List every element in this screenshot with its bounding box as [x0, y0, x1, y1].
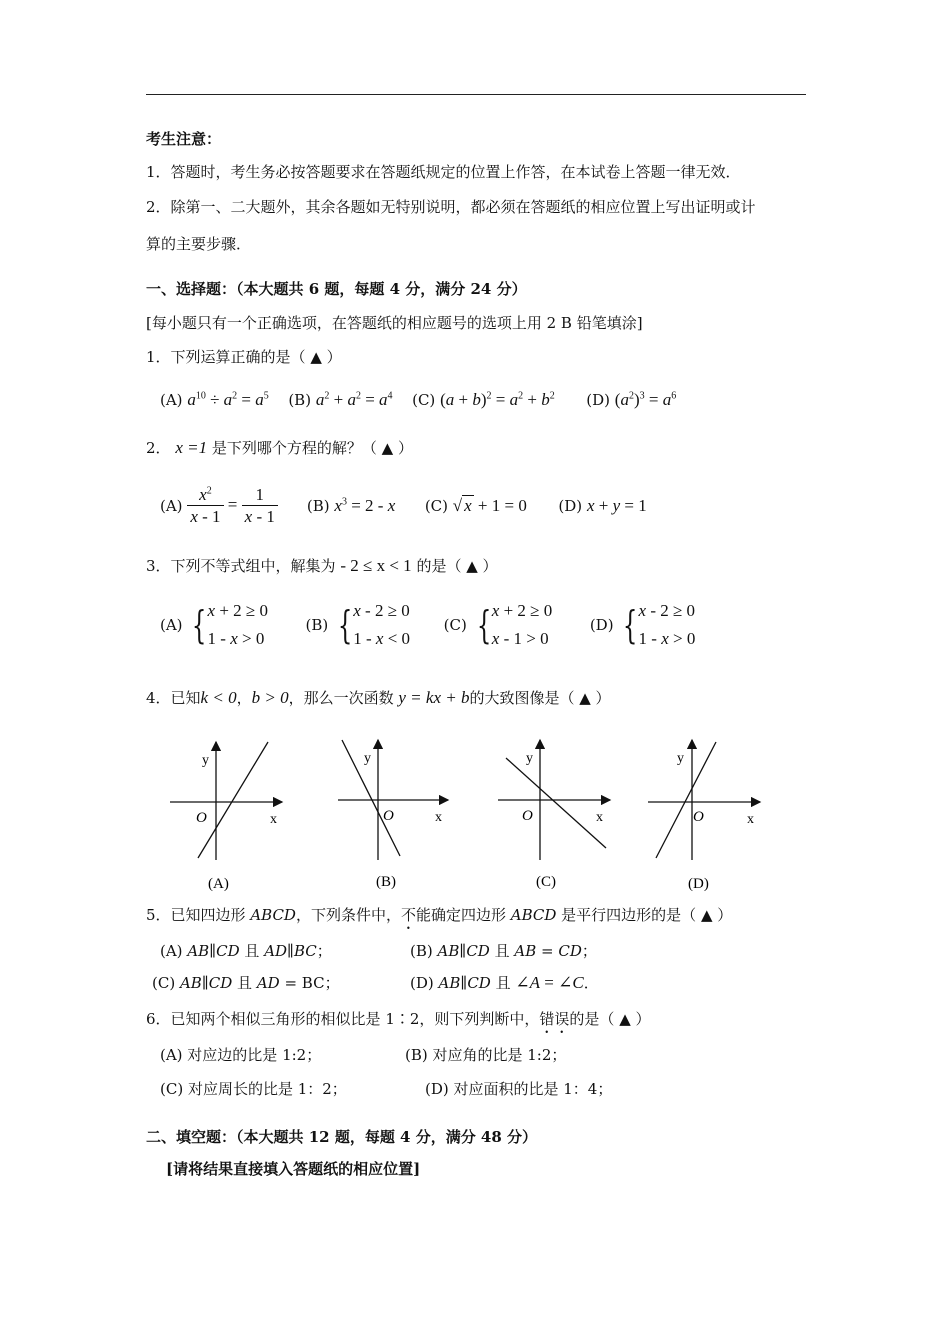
q3-option-d-expr: x - 2 ≥ 0 1 - x > 0	[638, 601, 696, 649]
graph-b-line	[342, 740, 400, 856]
q1-option-d-label: (D)	[586, 391, 610, 409]
q3-option-c-label: (C)	[443, 616, 467, 635]
graph-a	[170, 742, 282, 892]
q1-option-a-label: (A)	[160, 391, 183, 409]
q5-option-b-expr: AB∥CD 且 AB = CD；	[437, 942, 597, 960]
q1-option-b-expr: $a^2 + a^2 = a^4$	[315, 390, 393, 409]
q4-comma: ，	[236, 689, 252, 707]
q3-option-a-label: (A)	[160, 616, 183, 635]
q5-abcd-1: ABCD	[250, 906, 296, 924]
q2-option-c-expr: √ x + 1 = 0	[452, 495, 527, 515]
q5-option-b-label: (B)	[410, 942, 433, 960]
graph-b-y-label: y	[364, 751, 371, 766]
q6-stem-post: 的是（ ▲ ）	[569, 1010, 651, 1028]
q6-stem-pre: 6．已知两个相似三角形的相似比是 1∶2，则下列判断中，	[146, 1010, 540, 1028]
q5-option-a	[160, 940, 332, 961]
q3-stem-post: 的是（ ▲ ）	[416, 557, 498, 575]
q2-number: 2．	[146, 439, 171, 457]
q5-stem-pre: 5．已知四边形	[146, 906, 251, 924]
section2-instruction: [请将结果直接填入答题纸的相应位置]	[166, 1160, 421, 1178]
graph-b-origin: O	[383, 808, 394, 824]
q4-k-cond: k < 0	[200, 688, 237, 707]
graph-a-label: (A)	[208, 876, 229, 892]
notice-title: 考生注意：	[146, 130, 222, 148]
q2-options	[160, 484, 647, 528]
graph-d-x-label: x	[747, 812, 754, 827]
q4-equation: y = kx + b	[398, 688, 470, 707]
q5-abcd-2: ABCD	[510, 906, 557, 924]
graph-a-x-label: x	[270, 812, 277, 827]
q2-stem-line	[146, 437, 413, 458]
q5-emphasis: 不	[400, 906, 416, 924]
section1-title: 一、选择题：（本大题共 6 题，每题 4 分，满分 24 分）	[146, 280, 527, 298]
q3-option-c-expr: x + 2 ≥ 0 x - 1 > 0	[491, 601, 553, 649]
q5-option-d-expr: AB∥CD 且 ∠A = ∠C．	[438, 973, 599, 992]
q2-option-d-expr: x + y = 1	[586, 495, 647, 515]
q1-stem: 1．下列运算正确的是（ ▲ ）	[146, 348, 342, 366]
q5-option-a-expr: AB∥CD 且 AD∥BC；	[187, 942, 332, 960]
graph-c-y-label: y	[526, 751, 533, 766]
header-rule	[146, 94, 806, 95]
q4-stem-mid: ，那么一次函数	[288, 689, 394, 707]
q5-stem-mid2: 能确定四边形	[415, 906, 511, 924]
q5-option-b	[410, 940, 597, 961]
q2-option-c-label: (C)	[424, 496, 448, 515]
q3-options: (A) {x + 2 ≥ 0 1 - x > 0 (B) {x - 2 ≥ 0 1 - x < 0 (C) {x + 2 ≥ 0 x - 1 > 0 (D) {x - 2 ≥ 0 1 - x > 0	[160, 597, 695, 653]
graph-b-x-label: x	[435, 810, 442, 825]
graph-c-label: (C)	[536, 874, 556, 890]
q5-option-d-label: (D)	[410, 974, 434, 992]
q6-option-c: (C) 对应周长的比是 1：2；	[160, 1080, 347, 1098]
q4-stem-post: 的大致图像是（ ▲ ）	[469, 689, 611, 707]
q1-options	[160, 390, 676, 410]
q3-option-b-expr: x - 2 ≥ 0 1 - x < 0	[353, 601, 411, 649]
q4-b-cond: b > 0	[251, 688, 289, 707]
q1-option-a-expr: $a^{10} \div a^2 = a^5$	[187, 390, 269, 409]
q1-option-c-label: (C)	[412, 391, 436, 409]
graph-d-origin: O	[693, 809, 704, 825]
q3-stem-line	[146, 555, 498, 576]
graph-a-origin: O	[196, 810, 207, 826]
graph-d-line	[656, 742, 716, 858]
q4-graphs	[150, 730, 790, 900]
graph-d-y-label: y	[677, 751, 684, 766]
graph-d-label: (D)	[688, 876, 709, 892]
q3-stem-math: - 2 ≤ x < 1	[340, 556, 412, 575]
graph-c-x-label: x	[596, 810, 603, 825]
notice-item-1: 1．答题时，考生务必按答题要求在答题纸规定的位置上作答，在本试卷上答题一律无效．	[146, 163, 741, 181]
q5-option-c-label: (C)	[152, 974, 176, 992]
q5-option-a-label: (A)	[160, 942, 183, 960]
q2-option-b-label: (B)	[306, 496, 330, 515]
q1-option-d-expr: $(a^2)^3 = a^6$	[614, 390, 677, 409]
q6-emphasis: 错误	[539, 1010, 570, 1028]
q2-stem-math: x =1	[175, 438, 208, 457]
q2-stem: 是下列哪个方程的解？（ ▲ ）	[211, 439, 413, 457]
q2-option-b-expr: $x^3 = 2 - x$	[334, 495, 396, 515]
q6-stem-line	[146, 1008, 651, 1037]
graph-b	[338, 740, 448, 890]
q5-stem-post: 是平行四边形的是（ ▲ ）	[556, 906, 733, 924]
q3-option-d-label: (D)	[589, 616, 614, 635]
q6-option-b: (B) 对应角的比是 1:2；	[405, 1046, 567, 1064]
q5-option-d	[410, 972, 599, 993]
graph-b-label: (B)	[376, 874, 396, 890]
section2-title: 二、填空题：（本大题共 12 题，每题 4 分，满分 48 分）	[146, 1128, 538, 1146]
q3-option-a-expr: x + 2 ≥ 0 1 - x > 0	[207, 601, 268, 649]
q3-option-b-label: (B)	[305, 616, 329, 635]
q5-option-c-expr: AB∥CD 且 AD = BC；	[179, 974, 340, 992]
q2-option-d-label: (D)	[558, 496, 583, 515]
q1-option-c-expr: $(a + b)^2 = a^2 + b^2$	[440, 390, 555, 409]
q6-option-a: (A) 对应边的比是 1:2；	[160, 1046, 322, 1064]
graph-d	[648, 740, 760, 892]
notice-item-2: 2．除第一、二大题外，其余各题如无特别说明，都必须在答题纸的相应位置上写出证明或计	[146, 198, 756, 216]
graph-c	[498, 740, 610, 890]
q1-option-b-label: (B)	[288, 391, 312, 409]
q6-option-d: (D) 对应面积的比是 1：4；	[425, 1080, 613, 1098]
q5-stem-mid: ，下列条件中，	[295, 906, 401, 924]
q5-option-c	[152, 972, 340, 993]
q2-option-a-label: (A)	[160, 496, 183, 515]
q2-option-a-expr: $\frac{x^2}{x - 1}$ = $\frac{1}{x - 1}$	[187, 495, 282, 514]
q5-stem-line	[146, 904, 732, 933]
q3-stem-pre: 3．下列不等式组中，解集为	[146, 557, 336, 575]
q4-stem-pre: 4．已知	[146, 689, 201, 707]
graph-c-line	[506, 758, 606, 848]
section1-instruction: [每小题只有一个正确选项，在答题纸的相应题号的选项上用 2 B 铅笔填涂]	[146, 314, 643, 332]
q4-stem-line	[146, 687, 611, 708]
graph-a-y-label: y	[202, 753, 209, 768]
graph-c-origin: O	[522, 808, 533, 824]
notice-item-2-cont: 算的主要步骤．	[146, 235, 252, 253]
